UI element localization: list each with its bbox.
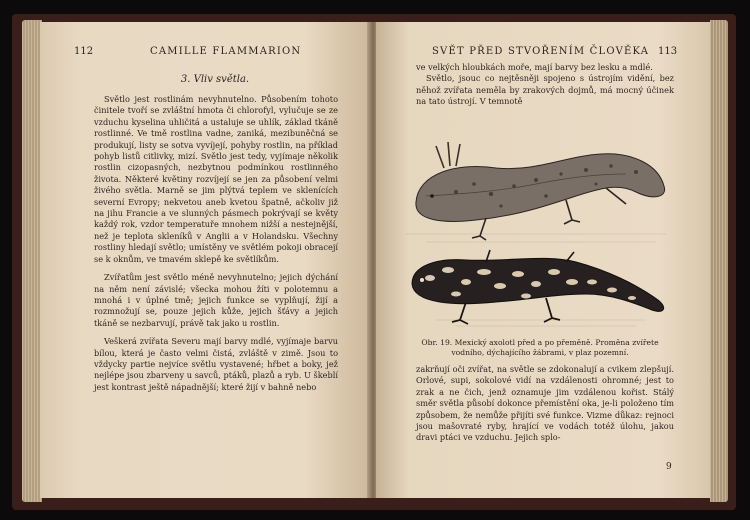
right-page-number: 113 (658, 46, 678, 57)
paragraph-north-animals: Veškerá zvířata Severu mají barvy mdlé, vyjímaje barvu bílou, která je často velmi čistá, zvláště v zimě. Jsou to vždycky partie nejvíce světlu vystavené; hřbet a boky, jež nejlépe jsou zbarveny u savců, ptáků, plazů a ryb. U škeblí jest kontrast ještě nápadnější; které žijí v bahně nebo (94, 336, 338, 392)
salamander-adult-icon (412, 250, 664, 324)
left-page (40, 22, 370, 498)
paragraph-light-animals: Zvířatům jest světlo méně nevyhnutelno; jejich dýchání na něm není závislé; všecka mohou žíti v polotemnu a mnohá i v úplné tmě; jejich funkce se vyplňují, žijí a rozmnožují se, pouze jejich kůže, jejich šťávy a jejich tkáně se nezbarvují, právě tak jako u rostlin. (94, 272, 338, 328)
signature-mark: 9 (666, 462, 672, 472)
paragraph-light-vision: Světlo, jsouc co nejtěsněji spojeno s ústrojím vidění, bez něhož zvířata neměla by zrakových dojmů, má mocný účinek na tato ústrojí. V temnotě (416, 73, 674, 107)
page-edges-left (22, 20, 42, 502)
right-page (376, 22, 710, 498)
right-bottom-text (416, 364, 674, 451)
figure-caption: Obr. 19. Mexický axolotl před a po přeměně. Proměna zvířete vodního, dýchajícího žábrami, v plaz pozemní. (421, 338, 659, 357)
left-page-number: 112 (74, 46, 94, 57)
paragraph-light-plants: Světlo jest rostlinám nevyhnutelno. Působením tohoto činitele tvoří se zvláštní hmota či chlorofyl, vylučuje se ze vzduchu kyselina uhličitá a ustaluje se uhlík, základ tkáně rostlinné. Ve tmě rostlina vadne, zaniká, mezibuněčná se produkují, listy se sotva vyvíjejí, pohyby rostlin, na příklad pohyb listů citlivky, mizí. Světlo jest tedy, vyjímaje několik rostlin cizopasných, nezbytnou podmínkou rostlinného života. Některé květiny rozvíjejí se jen za působení velmi živého světla. Marně se jim plýtvá teplem ve sklenících severní Evropy; nekvetou aneb kvetou špatně, ačkoliv již na jihu Francie a ve slunných pásmech pokrývají se květy každý rok, vzdor temperatuře mnohem nižší a nestejnější, než je teplota skleníků v Anglii a v Holandsku. Všechny rostliny hledají světlo; umístěny ve světlém pokoji obracejí se k oknům, ve tmavém sklepě ke světlíkům. (94, 94, 338, 264)
axolotl-larva-icon (416, 142, 665, 240)
page-edges-right (710, 20, 728, 502)
right-running-head: SVĚT PŘED STVOŘENÍM ČLOVĚKA (432, 46, 650, 57)
axolotl-illustration (396, 134, 680, 334)
paragraph-eyes: zakrňují oči zvířat, na světle se zdokonalují a cvikem zlepšují. Orlové, supi, sokolové vidí na vzdálenosti ohromné; jest to zrak a ne čich, jenž oznamuje jim vzdálenou kořist. Stálý směr světla působí dokonce přemístění oka, je-li položeno tím způsobem, že nemůže přijíti své funkce. Vizme důkaz: rejnoci jsou mašovraté ryby, hrající ve vodách totéž úlohu, jakou dravi ptáci ve vzduchu. Jejich splo- (416, 364, 674, 443)
left-running-head: CAMILLE FLAMMARION (150, 46, 302, 57)
section-title: 3. Vliv světla. (180, 74, 250, 85)
right-top-text (416, 62, 674, 108)
paragraph-deep-sea: ve velkých hloubkách moře, mají barvy bez lesku a mdlé. (416, 62, 653, 72)
left-text-block (94, 94, 338, 400)
